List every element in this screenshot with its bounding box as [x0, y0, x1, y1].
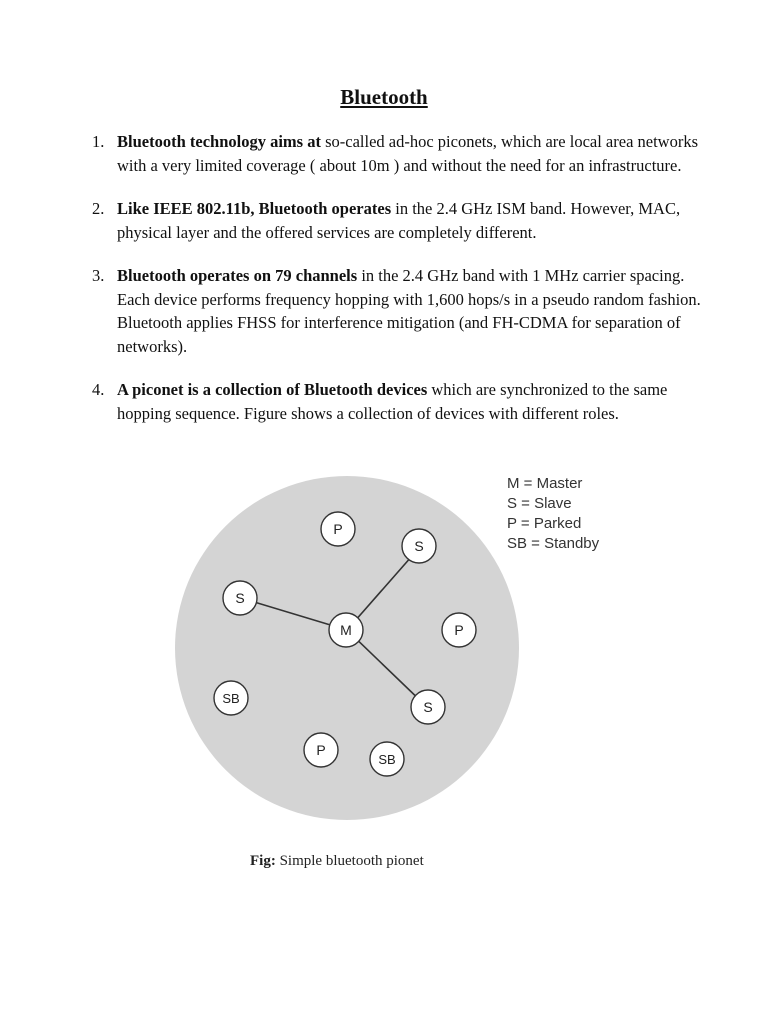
- node-parked: [442, 613, 476, 647]
- node-label: M: [340, 622, 352, 638]
- legend-master: M = Master: [507, 475, 583, 492]
- node-slave: [402, 529, 436, 563]
- figure-caption: [250, 853, 424, 870]
- node-label: SB: [378, 752, 396, 767]
- legend-slave: S = Slave: [507, 495, 572, 512]
- node-label: P: [333, 521, 343, 537]
- item-text: in the 2.4 GHz ISM band. However, MAC, physical layer and the offered services are completely different.: [117, 199, 681, 242]
- item-text: so-called ad-hoc piconets, which are local area networks with a very limited coverage ( about 10m ) and without the need for an infrastructure.: [117, 132, 699, 175]
- item-bold-lead: A piconet is a collection of Bluetooth devices: [117, 380, 428, 399]
- item-bold-lead: Bluetooth technology aims at: [117, 132, 321, 151]
- legend-parked: P = Parked: [507, 515, 582, 532]
- item-number: 2.: [92, 199, 105, 218]
- item-number: 4.: [92, 380, 105, 399]
- node-parked: [304, 733, 338, 767]
- node-standby: [214, 681, 248, 715]
- node-parked: [321, 512, 355, 546]
- item-text: which are synchronized to the same hopping sequence. Figure shows a collection of devices with different roles.: [117, 380, 668, 423]
- item-number: 1.: [92, 132, 105, 151]
- node-label: S: [235, 590, 245, 606]
- node-label: P: [454, 622, 464, 638]
- node-slave: [223, 581, 257, 615]
- piconet-diagram: [175, 470, 525, 825]
- list-item: [92, 264, 712, 358]
- node-standby: [370, 742, 404, 776]
- node-master: [329, 613, 363, 647]
- item-text: in the 2.4 GHz band with 1 MHz carrier spacing. Each device performs frequency hopping with 1,600 hops/s in a pseudo random fashion. Bluetooth applies FHSS for interference mitigation (and FH-CDMA for separation of networks).: [117, 266, 701, 356]
- node-label: S: [414, 538, 424, 554]
- node-label: SB: [222, 691, 240, 706]
- caption-text: Simple bluetooth pionet: [275, 853, 424, 869]
- legend-standby: SB = Standby: [507, 535, 600, 552]
- list-item: [92, 130, 712, 177]
- node-label: P: [316, 742, 326, 758]
- page-title: Bluetooth: [340, 85, 428, 109]
- item-number: 3.: [92, 266, 105, 285]
- list-item: [92, 378, 712, 425]
- item-bold-lead: Bluetooth operates on 79 channels: [117, 266, 358, 285]
- node-label: S: [423, 699, 433, 715]
- caption-label: Fig:: [250, 853, 276, 869]
- node-slave: [411, 690, 445, 724]
- item-bold-lead: Like IEEE 802.11b, Bluetooth operates: [117, 199, 392, 218]
- bullet-list: [92, 130, 712, 445]
- list-item: [92, 197, 712, 244]
